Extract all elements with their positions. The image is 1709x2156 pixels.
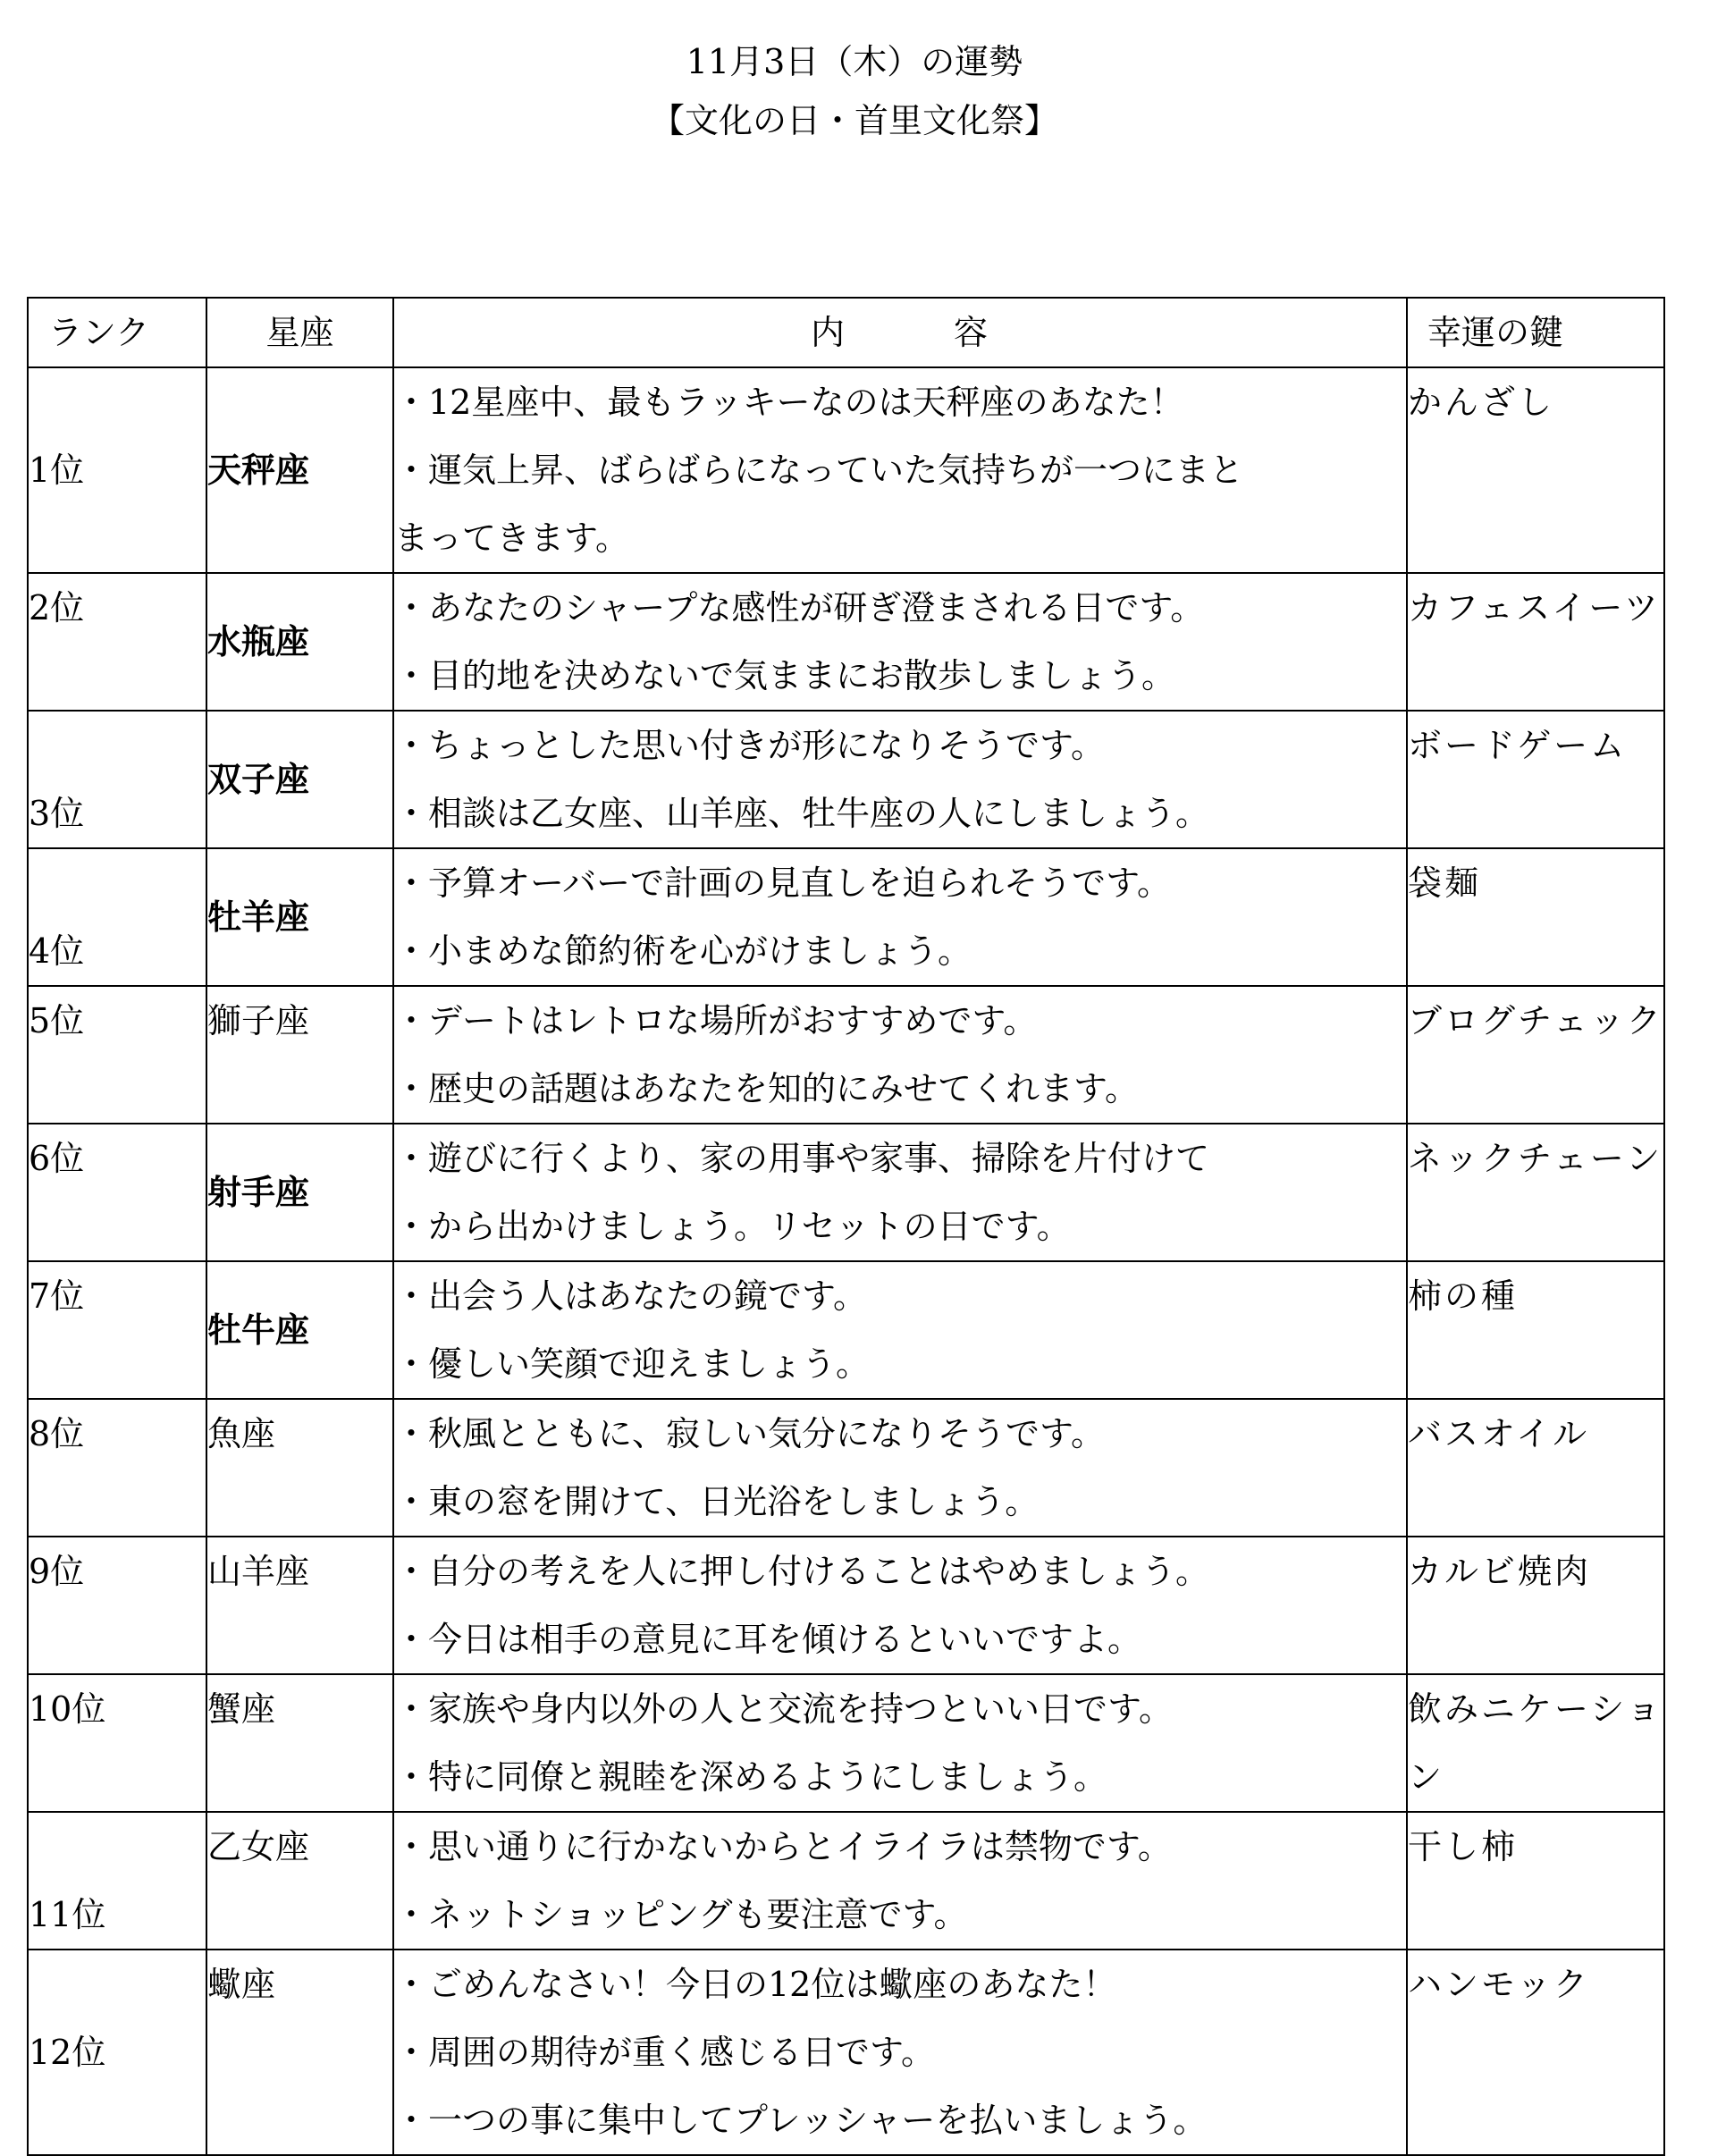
- key-cell: カルビ焼肉: [1407, 1537, 1664, 1674]
- sign-cell: 蟹座: [206, 1674, 393, 1812]
- content-line: ・デートはレトロな場所がおすすめです。: [394, 1001, 1038, 1040]
- sign-cell: 獅子座: [206, 986, 393, 1124]
- rank-cell: 10位: [28, 1674, 206, 1812]
- table-row: [28, 1950, 1664, 2155]
- rank-cell: 11位: [28, 1812, 206, 1950]
- header-sign: 星座: [206, 298, 393, 367]
- key-cell: かんざし: [1407, 367, 1664, 573]
- sign-cell: 射手座: [206, 1124, 393, 1261]
- rank-cell: 6位: [28, 1124, 206, 1261]
- content-line: ・12星座中、最もラッキーなのは天秤座のあなた！: [394, 383, 1184, 422]
- title-subtitle: 【文化の日・首里文化祭】: [650, 101, 1058, 140]
- table-row: [28, 1537, 1664, 1674]
- content-line: ・特に同僚と親睦を深めるようにしましょう。: [394, 1757, 1108, 1797]
- table-row: [28, 986, 1664, 1124]
- sign-cell: 山羊座: [206, 1537, 393, 1674]
- content-line: ・相談は乙女座、山羊座、牡牛座の人にしましょう。: [394, 794, 1210, 833]
- content-line: ・優しい笑顔で迎えましょう。: [394, 1344, 871, 1384]
- content-cell: [393, 1674, 1407, 1812]
- document-title: [0, 32, 1709, 150]
- content-cell: [393, 986, 1407, 1124]
- content-line: ・一つの事に集中してプレッシャーを払いましょう。: [394, 2101, 1208, 2140]
- content-cell: [393, 1950, 1407, 2155]
- content-line: ・遊びに行くより、家の用事や家事、掃除を片付けて: [394, 1139, 1210, 1178]
- rank-cell: 8位: [28, 1399, 206, 1537]
- content-line: ・今日は相手の意見に耳を傾けるといいですよ。: [394, 1620, 1142, 1659]
- rank-cell: 7位: [28, 1261, 206, 1399]
- fortune-table: [27, 297, 1665, 2156]
- content-line: ・東の窓を開けて、日光浴をしましょう。: [394, 1482, 1040, 1521]
- sign-cell: 牡牛座: [206, 1261, 393, 1399]
- content-line: ・周囲の期待が重く感じる日です。: [394, 2033, 935, 2072]
- rank-cell: 1位: [28, 367, 206, 573]
- header-key: 幸運の鍵: [1407, 298, 1664, 367]
- content-line: ・歴史の話題はあなたを知的にみせてくれます。: [394, 1069, 1139, 1108]
- key-cell: ブログチェック: [1407, 986, 1664, 1124]
- table-row: [28, 1812, 1664, 1950]
- content-cell: [393, 1124, 1407, 1261]
- header-content-label: 内 容: [810, 313, 989, 352]
- table-row: [28, 711, 1664, 848]
- key-cell: 柿の種: [1407, 1261, 1664, 1399]
- content-line: まってきます。: [394, 518, 629, 558]
- content-line: ・思い通りに行かないからとイライラは禁物です。: [394, 1827, 1172, 1866]
- rank-cell: 5位: [28, 986, 206, 1124]
- title-date: 11月3日（木）の運勢: [686, 42, 1023, 81]
- sign-cell: 乙女座: [206, 1812, 393, 1950]
- header-rank: ランク: [28, 298, 206, 367]
- key-cell: ボードゲーム: [1407, 711, 1664, 848]
- rank-cell: 12位: [28, 1950, 206, 2155]
- content-cell: [393, 1399, 1407, 1537]
- key-cell: 干し柿: [1407, 1812, 1664, 1950]
- content-cell: [393, 711, 1407, 848]
- key-cell: ハンモック: [1407, 1950, 1664, 2155]
- table-row: [28, 848, 1664, 986]
- content-line: ・から出かけましょう。リセットの日です。: [394, 1207, 1071, 1246]
- table-row: [28, 1261, 1664, 1399]
- content-cell: [393, 1537, 1407, 1674]
- rank-cell: 3位: [28, 711, 206, 848]
- key-cell: 袋麺: [1407, 848, 1664, 986]
- table-row: [28, 1124, 1664, 1261]
- table-row: [28, 1674, 1664, 1812]
- sign-cell: 蠍座: [206, 1950, 393, 2155]
- content-line: ・ネットショッピングも要注意です。: [394, 1895, 968, 1934]
- content-line: ・あなたのシャープな感性が研ぎ澄まされる日です。: [394, 588, 1205, 627]
- key-cell: カフェスイーツ: [1407, 573, 1664, 711]
- table-row: [28, 367, 1664, 573]
- content-cell: [393, 1812, 1407, 1950]
- content-cell: [393, 573, 1407, 711]
- key-cell: ネックチェーン: [1407, 1124, 1664, 1261]
- content-cell: [393, 1261, 1407, 1399]
- sign-cell: 天秤座: [206, 367, 393, 573]
- sign-cell: 双子座: [206, 711, 393, 848]
- content-line: ・小まめな節約術を心がけましょう。: [394, 931, 972, 971]
- sign-cell: 魚座: [206, 1399, 393, 1537]
- content-line: ・自分の考えを人に押し付けることはやめましょう。: [394, 1552, 1210, 1591]
- key-cell: 飲みニケーション: [1407, 1674, 1664, 1812]
- content-line: ・予算オーバーで計画の見直しを迫られそうです。: [394, 863, 1172, 903]
- table-row: [28, 1399, 1664, 1537]
- sign-cell: 牡羊座: [206, 848, 393, 986]
- header-content: [393, 298, 1407, 367]
- content-line: ・出会う人はあなたの鏡です。: [394, 1276, 867, 1316]
- rank-cell: 9位: [28, 1537, 206, 1674]
- content-line: ・ちょっとした思い付きが形になりそうです。: [394, 726, 1105, 765]
- content-line: ・家族や身内以外の人と交流を持つといい日です。: [394, 1689, 1173, 1729]
- key-cell: バスオイル: [1407, 1399, 1664, 1537]
- content-line: ・目的地を決めないで気ままにお散歩しましょう。: [394, 656, 1176, 695]
- rank-cell: 4位: [28, 848, 206, 986]
- table-row: [28, 573, 1664, 711]
- sign-cell: 水瓶座: [206, 573, 393, 711]
- content-line: ・ごめんなさい！今日の12位は蠍座のあなた！: [394, 1965, 1117, 2004]
- content-line: ・運気上昇、ばらばらになっていた気持ちが一つにまと: [394, 451, 1244, 490]
- content-line: ・秋風とともに、寂しい気分になりそうです。: [394, 1414, 1105, 1453]
- table-header-row: [28, 298, 1664, 367]
- content-cell: [393, 848, 1407, 986]
- content-cell: [393, 367, 1407, 573]
- rank-cell: 2位: [28, 573, 206, 711]
